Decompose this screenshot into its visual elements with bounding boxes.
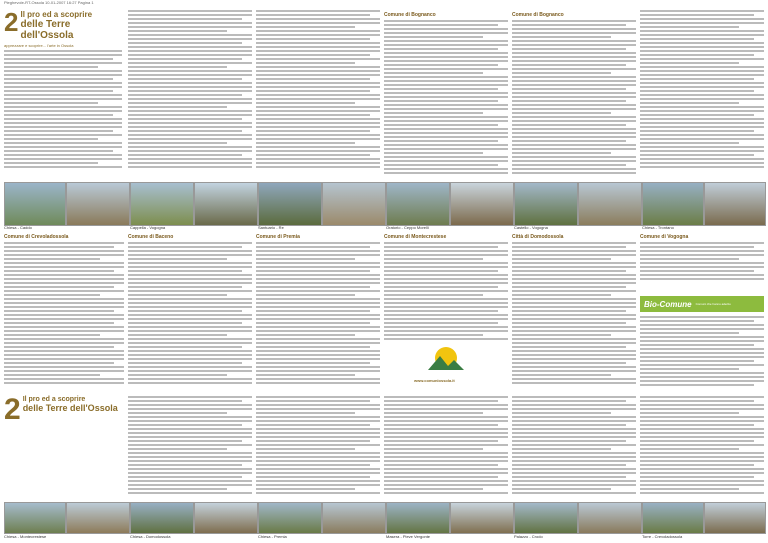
photo-3 [130,182,194,226]
section-heading: Città di Domodossola [512,234,564,240]
bottom-number: 2 [4,393,21,426]
photo-5 [258,182,322,226]
photo-22 [578,502,642,534]
photo-14 [66,502,130,534]
photo-18 [322,502,386,534]
text-bottom-6 [640,396,764,500]
header-number: 2 [4,7,19,37]
col-bottom-4 [384,232,508,392]
photo-12 [704,182,766,226]
photo-caption: Chiesa - Montecrestese [4,534,47,539]
intro-text [4,50,122,178]
photo-caption: Cappella - Vogogna [130,225,166,230]
photo-19 [386,502,450,534]
bottom-title: Il pro ed a scoprire [22,396,86,403]
center-logo [422,344,470,376]
section-heading: Comune di Baceno [128,234,174,240]
photo-20 [450,502,514,534]
photo-caption: Oratorio - Ceppo Morelli [386,225,429,230]
col-bottom-5 [512,232,636,392]
bognanco-block [384,10,508,180]
photo-8 [450,182,514,226]
photo-4 [194,182,258,226]
photo-caption: Masera - Pieve Vergonte [386,534,431,539]
photo-13 [4,502,66,534]
col-bottom-3 [256,232,380,392]
section-heading: Comune di Bognanco [384,12,436,18]
header-title: Il pro ed a scoprire [20,10,93,19]
website-link[interactable]: www.comuniossola.it [414,378,455,383]
photo-24 [704,502,766,534]
photo-11 [642,182,704,226]
photo-2 [66,182,130,226]
section-heading: Comune di Premia [256,234,300,240]
section-heading: Comune di Bognanco [512,12,564,18]
photo-10 [578,182,642,226]
bio-subtitle: Comuni che hanno aderito [695,302,731,306]
text-bottom-4 [384,396,508,500]
photo-9 [514,182,578,226]
bio-banner [640,296,764,312]
col-bottom-2 [128,232,252,392]
text-bottom-3 [256,396,380,500]
section-heading: Comune di Crevoladossola [4,234,69,240]
header-block [4,7,124,180]
file-strip: Pieghevole-RT-Ossola 10-01-2007 16:27 Pagina 1 [4,0,94,5]
photo-23 [642,502,704,534]
bio-logo: Bio-Comune [644,299,692,309]
section-heading: Comune di Vogogna [640,234,689,240]
col-bottom-6 [640,232,764,392]
bottom-logo [4,393,124,456]
photo-17 [258,502,322,534]
photo-caption: Palazzo - Crodo [514,534,543,539]
photo-21 [514,502,578,534]
text-bottom-2 [128,396,252,500]
photo-caption: Castello - Vogogna [514,225,548,230]
photo-6 [322,182,386,226]
photo-caption: Santuario - Re [258,225,284,230]
text-bottom-5 [512,396,636,500]
bottom-subtitle: delle Terre dell'Ossola [22,403,118,413]
photo-caption: Torre - Crevoladossola [642,534,683,539]
photo-caption: Chiesa - Premia [258,534,287,539]
text-col-3 [256,10,380,180]
photo-15 [130,502,194,534]
text-col-2 [128,10,252,180]
photo-7 [386,182,450,226]
photo-caption: Chiesa - Caddo [4,225,32,230]
right-top-block [640,10,764,180]
section-heading: Comune di Montecrestese [384,234,447,240]
photo-caption: Chiesa - Trontano [642,225,674,230]
photo-16 [194,502,258,534]
bognanco-block-2 [512,10,636,180]
photo-1 [4,182,66,226]
header-tagline: apprezzare e scoprire... l'arte in Ossola [4,43,74,48]
header-subtitle: delle Terre dell'Ossola [20,19,74,41]
col-bottom-1 [4,232,124,392]
photo-caption: Chiesa - Domodossola [130,534,171,539]
